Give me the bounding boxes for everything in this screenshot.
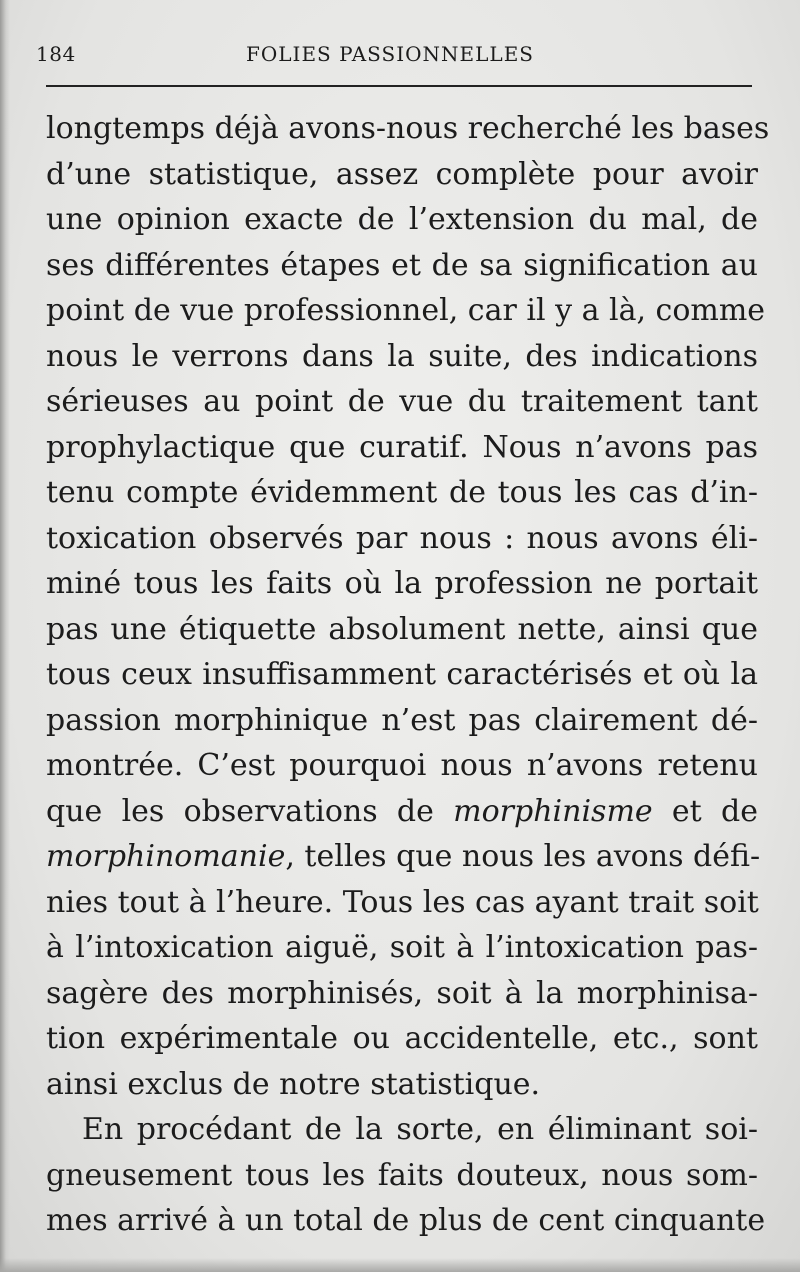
text-line: miné tous les faits où la profession ne portait xyxy=(46,566,758,601)
text-line: nies tout à l’heure. Tous les cas ayant trait soit xyxy=(46,884,759,920)
italic-term: morphinisme xyxy=(453,793,653,829)
text-line: En procédant de la sorte, en éliminant soi- xyxy=(82,1112,758,1147)
text-line: longtemps déjà avons-nous recherché les bases xyxy=(46,111,770,146)
page-header xyxy=(36,40,758,76)
text-segment: , telles que nous les avons défi- xyxy=(285,839,761,874)
text-line: point de vue professionnel, car il y a là, comme xyxy=(46,293,766,328)
text-line: à l’intoxication aiguë, soit à l’intoxication pas- xyxy=(46,930,758,965)
text-line: gneusement tous les faits douteux, nous som- xyxy=(46,1157,758,1193)
text-line: toxication observés par nous : nous avons éli- xyxy=(46,520,758,556)
text-line xyxy=(46,789,758,835)
text-segment: que les observations de xyxy=(46,793,454,829)
page-edge-shadow-bottom xyxy=(0,1258,800,1272)
text-line: passion morphinique n’est pas clairement dé- xyxy=(46,702,758,738)
italic-term: morphinomanie xyxy=(46,839,286,874)
page-number: 184 xyxy=(36,42,76,66)
header-rule xyxy=(46,85,752,87)
text-segment: et de xyxy=(652,793,758,829)
text-line: pas une étiquette absolument nette, ainsi que xyxy=(46,611,758,647)
text-line: prophylactique que curatif. Nous n’avons pas xyxy=(46,429,758,465)
text-line: sagère des morphinisés, soit à la morphinisa- xyxy=(46,975,758,1011)
text-line: tion expérimentale ou accidentelle, etc., sont xyxy=(46,1021,758,1056)
text-line: mes arrivé à un total de plus de cent cinquante xyxy=(46,1203,766,1238)
page-edge-shadow-left xyxy=(0,0,10,1272)
running-title: FOLIES PASSIONNELLES xyxy=(246,42,534,66)
text-line: ses différentes étapes et de sa signification au xyxy=(46,247,758,283)
text-line: montrée. C’est pourquoi nous n’avons retenu xyxy=(46,748,758,783)
text-line: ainsi exclus de notre statistique. xyxy=(46,1066,541,1102)
text-line: tous ceux insuffisamment caractérisés et où la xyxy=(46,657,758,692)
text-line xyxy=(46,834,761,880)
text-line: sérieuses au point de vue du traitement tant xyxy=(46,384,758,419)
body-text xyxy=(46,106,770,1244)
text-line: tenu compte évidemment de tous les cas d’in- xyxy=(46,475,758,510)
text-line: nous le verrons dans la suite, des indications xyxy=(46,338,758,374)
text-line: d’une statistique, assez complète pour avoir xyxy=(46,156,758,192)
text-line: une opinion exacte de l’extension du mal, de xyxy=(46,202,758,237)
